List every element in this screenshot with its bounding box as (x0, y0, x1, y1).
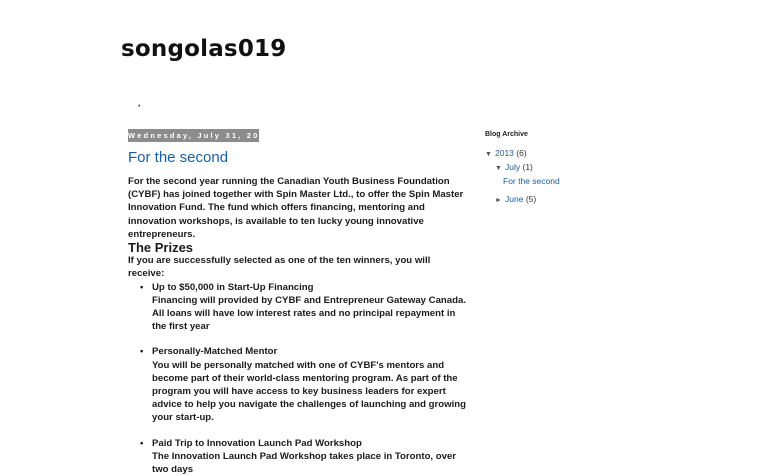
prize-description: The Innovation Launch Pad Workshop takes place in Toronto, over two days (152, 450, 457, 476)
intro-fund-name: Spin Master Innovation Fund (128, 189, 464, 214)
blog-archive-widget (485, 131, 560, 207)
blog-title[interactable]: songolas019 (121, 36, 287, 62)
blog-archive-heading: Blog Archive (485, 131, 528, 138)
post-body (128, 175, 468, 476)
bullet-icon: • (140, 437, 144, 449)
expanded-toggle-icon[interactable]: ▼ (485, 151, 492, 158)
archive-year-2013[interactable] (485, 147, 560, 161)
archive-year-link[interactable]: 2013 (495, 148, 514, 158)
prize-list (128, 281, 468, 476)
archive-month-count: (1) (522, 162, 533, 172)
prize-item (140, 437, 468, 476)
prize-title: Personally-Matched Mentor (152, 346, 278, 358)
prizes-lead: If you are successfully selected as one of the ten winners, you will receive: (128, 255, 431, 280)
prizes-heading: The Prizes (128, 240, 194, 256)
collapsed-toggle-icon[interactable]: ► (495, 197, 502, 204)
archive-month-count: (5) (525, 194, 537, 204)
prize-item (140, 281, 468, 334)
post-intro (128, 175, 468, 241)
expanded-toggle-icon[interactable]: ▼ (495, 165, 502, 172)
archive-month-july[interactable] (495, 161, 560, 175)
archive-month-june[interactable] (495, 193, 560, 207)
post-title[interactable]: For the second (128, 149, 229, 166)
decorative-dot: • (138, 103, 141, 110)
post-date-header: Wednesday, July 31, 2013 (128, 131, 273, 140)
prize-item (140, 345, 468, 424)
prize-title: Paid Trip to Innovation Launch Pad Workshop (152, 437, 362, 449)
archive-month-link[interactable]: June (505, 194, 524, 204)
prize-description: You will be personally matched with one of CYBF's mentors and become part of their world-class mentoring program. As part of the program you will have access to key business leaders for expert advice to help you navigate the challenges of launching and growing your start-up. (152, 359, 466, 424)
bullet-icon: • (140, 281, 144, 293)
archive-year-count: (6) (516, 148, 527, 158)
bullet-icon: • (140, 346, 144, 358)
archive-post-link[interactable]: For the second (503, 176, 560, 186)
prize-description: Financing will provided by CYBF and Entrepreneur Gateway Canada. All loans will have low interest rates and no principal repayment in the first year (152, 294, 466, 333)
archive-month-link[interactable]: July (505, 162, 521, 172)
intro-bold-lead: For the second year running the Canadian Youth Business Foundation (CYBF) has joined together with Spin Master Ltd., to offer the (128, 176, 450, 201)
prize-title: Up to $50,000 in Start-Up Financing (152, 281, 314, 293)
intro-rest: . The fund which offers financing, mentoring and innovation workshops, is available to ten lucky young innovative entrepreneurs. (128, 202, 425, 240)
